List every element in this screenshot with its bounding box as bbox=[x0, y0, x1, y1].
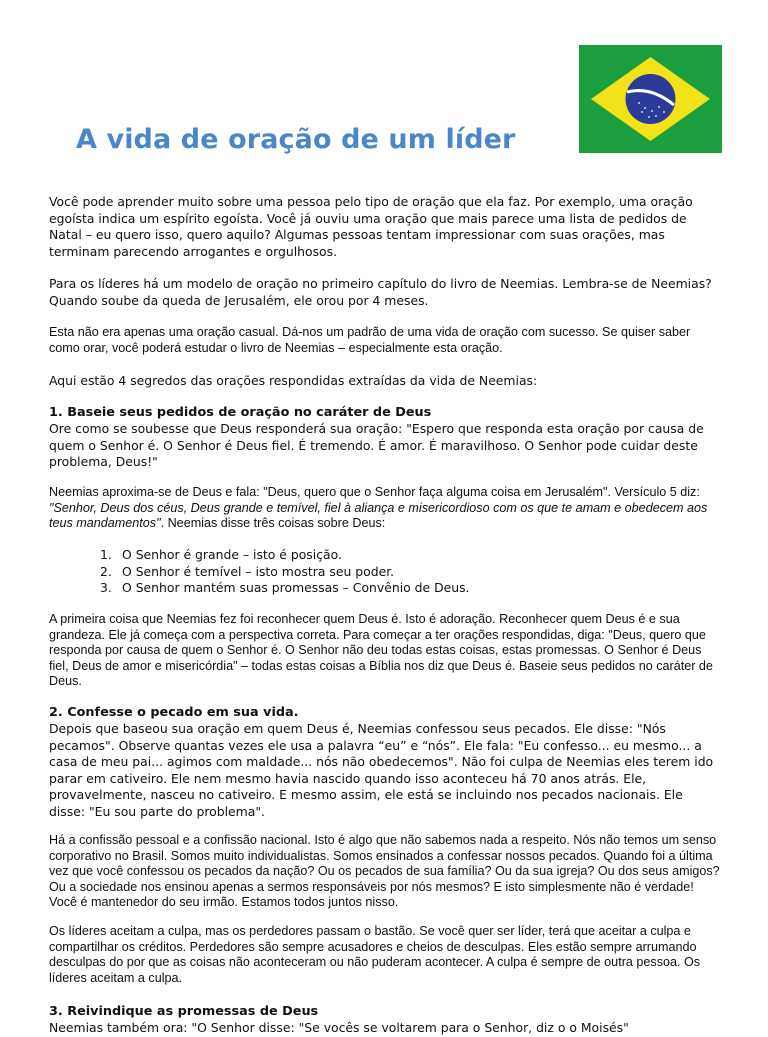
intro-paragraph-4: Aqui estão 4 segredos das orações respondidas extraídas da vida de Neemias: bbox=[49, 373, 538, 388]
section-1-paragraph-3: A primeira coisa que Neemias fez foi reconhecer quem Deus é. Isto é adoração. Reconhecer quem Deus é e sua grandeza. Ele já começa com a perspectiva correta. Para começar a ter orações respondidas, diga: "Deus, quero que responda por causa de quem o Senhor é. O Senhor não deu todas estas coisas, estas promessas. O Senhor é Deus fiel, Deus de amor e misericórdia" – todas estas coisas a Bíblia nos diz que Deus é. Baseie seus pedidos no caráter de Deus. bbox=[49, 612, 713, 689]
section-1-paragraph-2 bbox=[49, 485, 721, 532]
section-2-paragraph-2: Há a confissão pessoal e a confissão nacional. Isto é algo que não sabemos nada a respeito. Nós não temos um senso corporativo no Brasil. Somos muito individualistas. Somos ensinados a confessar nossos pecados. Quando foi a última vez que você confessou os pecados da nação? Ou os pecados de sua família? Ou da sua igreja? Ou dos seus amigos? Ou a sociedade nos ensinou apenas a sermos responsáveis por nós mesmos? E isto simplesmente não é verdade! Você é mantenedor do seu irmão. Estamos todos juntos nisso. bbox=[49, 833, 720, 910]
list-item: 1. O Senhor é grande – isto é posição. bbox=[100, 547, 342, 562]
list-item: 2. O Senhor é temível – isto mostra seu poder. bbox=[100, 563, 395, 579]
paragraph-text: . Neemias disse três coisas sobre Deus: bbox=[160, 516, 386, 531]
paragraph-text: Neemias aproxima-se de Deus e fala: "Deus, quero que o Senhor faça alguma coisa em Jerusalém". Versículo 5 diz: bbox=[49, 485, 700, 499]
section-3-paragraph-1: Neemias também ora: "O Senhor disse: "Se vocês se voltarem para o Senhor, diz o o Moisés" bbox=[49, 1020, 629, 1035]
section-3-heading: 3. Reivindique as promessas de Deus bbox=[49, 1004, 319, 1019]
intro-paragraph-3: Esta não era apenas uma oração casual. Dá-nos um padrão de uma vida de oração com sucesso. Se quiser saber como orar, você poderá estudar o livro de Neemias – especialmente esta oração. bbox=[49, 325, 691, 355]
intro-paragraph-2: Para os líderes há um modelo de oração no primeiro capítulo do livro de Neemias. Lembra-se de Neemias? Quando soube da queda de Jerusalém, ele orou por 4 meses. bbox=[49, 276, 712, 308]
page-title: A vida de oração de um líder bbox=[76, 124, 516, 155]
section-2-heading: 2. Confesse o pecado em sua vida. bbox=[49, 705, 299, 720]
section-1-paragraph-1: Ore como se soubesse que Deus responderá sua oração: "Espero que responda esta oração por causa de quem o Senhor é. O Senhor é Deus fiel. É tremendo. É amor. É maravilhoso. O Senhor pode cuidar deste problema, Deus!" bbox=[49, 421, 704, 470]
section-2-paragraph-3: Os líderes aceitam a culpa, mas os perdedores passam o bastão. Se você quer ser líder, terá que aceitar a culpa e compartilhar os créditos. Perdedores são sempre acusadores e cheios de desculpas. Eles estão sempre arrumando desculpas do por que as coisas não aconteceram ou não puderam acontecer. A culpa é sempre de outra pessoa. Os líderes aceitam a culpa. bbox=[49, 924, 701, 985]
attributes-list bbox=[100, 547, 470, 597]
list-item: 3. O Senhor mantém suas promessas – Convênio de Deus. bbox=[100, 580, 470, 596]
section-1-heading: 1. Baseie seus pedidos de oração no caráter de Deus bbox=[49, 405, 432, 420]
brazil-flag-icon bbox=[579, 45, 722, 153]
scripture-quote: "Senhor, Deus dos céus, Deus grande e temível, fiel à aliança e misericordioso com os que te amam e obedecem aos teus mandamentos" bbox=[49, 500, 708, 531]
intro-paragraph-1: Você pode aprender muito sobre uma pessoa pelo tipo de oração que ela faz. Por exemplo, uma oração egoísta indica um espírito egoísta. Você já ouviu uma oração que mais parece uma lista de pedidos de Natal – eu quero isso, quero aquilo? Algumas pessoas tentam impressionar com suas orações, mas terminam parecendo arrogantes e orgulhosos. bbox=[49, 194, 693, 259]
section-2-paragraph-1: Depois que baseou sua oração em quem Deus é, Neemias confessou seus pecados. Ele disse: "Nós pecamos". Observe quantas vezes ele usa a palavra “eu” e “nós”. Ele fala: "Eu confesso... eu mesmo... a casa de meu pai... agimos com maldade... nós não obedecemos". Não foi culpa de Neemias eles terem ido parar em cativeiro. Ele nem mesmo havia nascido quando isso aconteceu há 70 anos atrás. Ele, provavelmente, nasceu no cativeiro. E mesmo assim, ele está se incluindo nos pecados nacionais. Ele disse: "Eu sou parte do problema". bbox=[49, 721, 714, 819]
